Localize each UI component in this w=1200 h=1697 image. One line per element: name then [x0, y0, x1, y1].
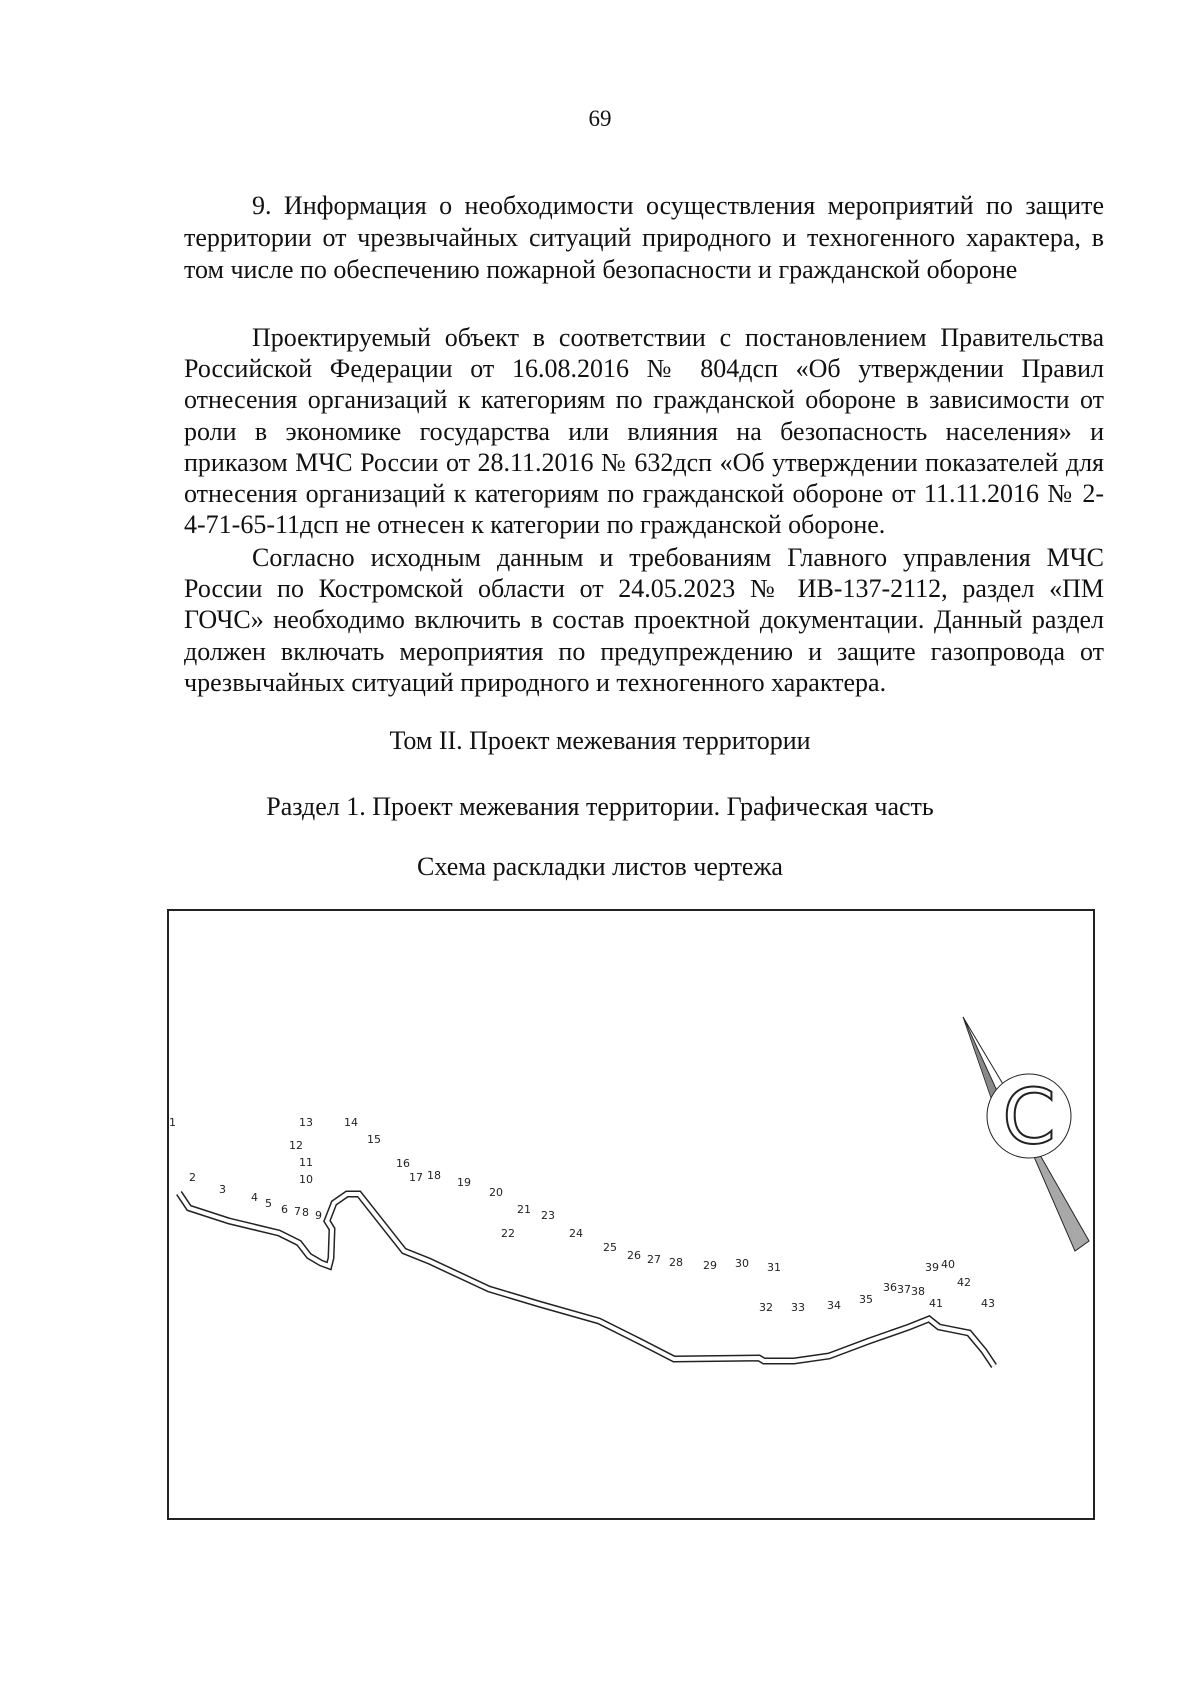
sheet-label-23: 23 — [541, 1209, 555, 1222]
sheet-layout-svg — [169, 911, 1093, 1518]
sheet-label-16: 16 — [396, 1157, 410, 1170]
sheet-label-30: 30 — [735, 1257, 749, 1270]
sheet-label-20: 20 — [489, 1186, 503, 1199]
sheet-label-41: 41 — [929, 1297, 943, 1310]
sheet-label-17: 17 — [409, 1171, 423, 1184]
sheet-label-8: 8 — [302, 1206, 309, 1219]
sheet-label-40: 40 — [941, 1258, 955, 1271]
sheet-label-4: 4 — [251, 1191, 258, 1204]
sheet-label-15: 15 — [367, 1133, 381, 1146]
page-number: 69 — [588, 106, 612, 131]
sheet-label-13: 13 — [299, 1116, 313, 1129]
section-heading: 9. Информация о необходимости осуществления мероприятий по защите территории от чрезвычайных ситуаций природного и техногенного характера, в том числе по обеспечению пожарной безопасности и гражданской обороне — [184, 191, 1104, 284]
paragraph-1: Проектируемый объект в соответствии с постановлением Правительства Российской Федерации от 16.08.2016 № 804дсп «Об утверждении Правил отнесения организаций к категориям по гражданской обороне в зависимости от роли в экономике государства или влияния на безопасность населения» и приказом МЧС России от 28.11.2016 № 632дсп «Об утверждении показателей для отнесения организаций к категориям по гражданской обороне от 11.11.2016 № 2-4-71-65-11дсп не отнесен к категории по гражданской обороне. — [184, 323, 1104, 540]
sheet-label-18: 18 — [427, 1169, 441, 1182]
sheet-layout-drawing — [167, 909, 1095, 1520]
north-arrow-letter: С — [1002, 1072, 1056, 1161]
sheet-label-6: 6 — [281, 1203, 288, 1216]
sheet-label-38: 38 — [911, 1285, 925, 1298]
north-arrow-icon — [963, 1017, 1089, 1251]
sheet-label-31: 31 — [767, 1261, 781, 1274]
sheet-labels — [169, 1116, 995, 1314]
sheet-label-37: 37 — [897, 1283, 911, 1296]
sheet-label-39: 39 — [925, 1261, 939, 1274]
sheet-label-5: 5 — [265, 1197, 272, 1210]
sheet-label-25: 25 — [603, 1241, 617, 1254]
sheet-label-14: 14 — [344, 1116, 358, 1129]
sheet-label-34: 34 — [827, 1299, 841, 1312]
sheet-label-33: 33 — [791, 1301, 805, 1314]
sheet-label-35: 35 — [859, 1293, 873, 1306]
sheet-label-27: 27 — [647, 1253, 661, 1266]
sheet-label-3: 3 — [219, 1183, 226, 1196]
sheet-label-42: 42 — [957, 1276, 971, 1289]
sheet-label-32: 32 — [759, 1301, 773, 1314]
sheet-label-2: 2 — [189, 1171, 196, 1184]
sheet-label-19: 19 — [457, 1176, 471, 1189]
sheet-label-24: 24 — [569, 1227, 583, 1240]
sheet-label-11: 11 — [299, 1156, 313, 1169]
sheet-label-12: 12 — [289, 1139, 303, 1152]
scheme-title: Схема раскладки листов чертежа — [417, 852, 783, 881]
sheet-label-9: 9 — [315, 1209, 322, 1222]
paragraph-2: Согласно исходным данным и требованиям Главного управления МЧС России по Костромской области от 24.05.2023 № ИВ-137-2112, раздел «ПМ ГОЧС» необходимо включить в состав проектной документации. Данный раздел должен включать мероприятия по предупреждению и защите газопровода от чрезвычайных ситуаций природного и техногенного характера. — [184, 543, 1104, 697]
part-title: Раздел 1. Проект межевания территории. Графическая часть — [266, 792, 934, 821]
sheet-label-26: 26 — [627, 1249, 641, 1262]
sheet-label-29: 29 — [703, 1259, 717, 1272]
sheet-label-43: 43 — [981, 1297, 995, 1310]
sheet-label-28: 28 — [669, 1256, 683, 1269]
volume-title: Том II. Проект межевания территории — [389, 726, 811, 755]
sheet-label-22: 22 — [501, 1227, 515, 1240]
sheet-label-10: 10 — [299, 1173, 313, 1186]
sheet-label-1: 1 — [169, 1116, 176, 1129]
sheet-label-7: 7 — [294, 1205, 301, 1218]
sheet-label-21: 21 — [517, 1203, 531, 1216]
sheet-label-36: 36 — [883, 1281, 897, 1294]
